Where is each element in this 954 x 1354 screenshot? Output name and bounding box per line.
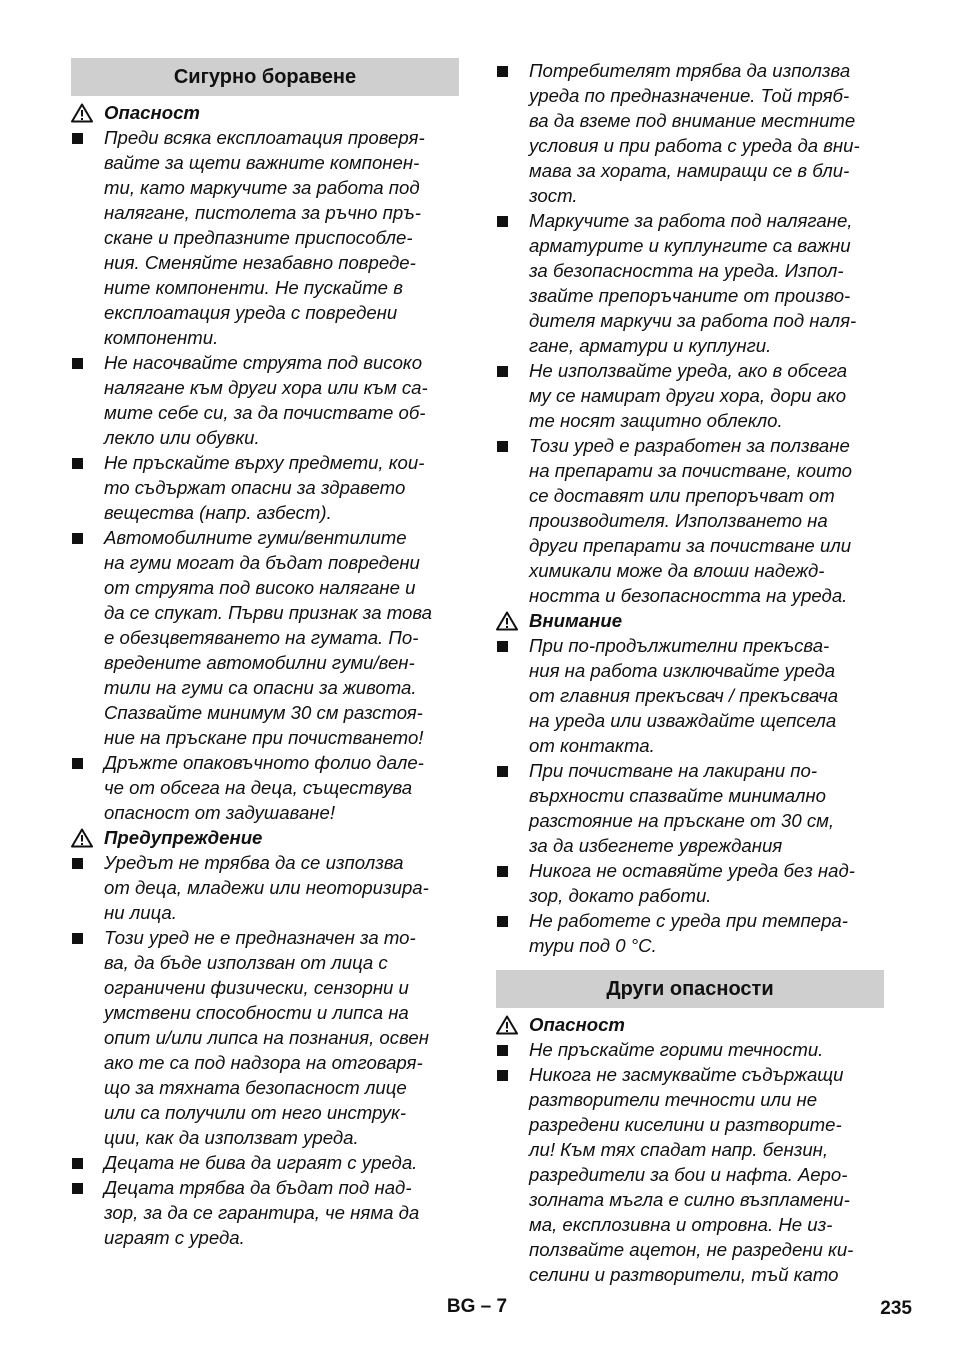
danger-heading-2: [496, 1012, 884, 1037]
square-bullet-icon: [72, 758, 83, 769]
square-bullet-icon: [72, 1183, 83, 1194]
list-item: При по-продължителни прекъсва- ния на работа изключвайте уреда от главния прекъсвач / прекъсвача на уреда или изваждайте щепсела от контакта.: [496, 633, 884, 758]
list-item: Дръжте опаковъчното фолио дале- че от обсега на деца, съществува опасност от задушаване!: [71, 750, 459, 825]
square-bullet-icon: [72, 533, 83, 544]
list-item: Не работете с уреда при темпера- тури под 0 °C.: [496, 908, 884, 958]
square-bullet-icon: [497, 1045, 508, 1056]
list-item: Децата трябва да бъдат под над- зор, за да се гарантира, че няма да играят с уреда.: [71, 1175, 459, 1250]
square-bullet-icon: [72, 358, 83, 369]
warning-triangle-icon: [71, 103, 93, 123]
danger-list-2: [496, 1037, 884, 1287]
footer-section-label: BG – 7: [446, 1296, 508, 1317]
square-bullet-icon: [72, 1158, 83, 1169]
square-bullet-icon: [72, 133, 83, 144]
warning-triangle-icon: [496, 611, 518, 631]
warning-triangle-icon: [71, 828, 93, 848]
list-item: Не пръскайте горими течности.: [496, 1037, 884, 1062]
right-column: [496, 58, 884, 1287]
square-bullet-icon: [497, 366, 508, 377]
section-heading-safe-handling: Сигурно боравене: [71, 58, 459, 96]
caution-list: [496, 633, 884, 958]
square-bullet-icon: [497, 641, 508, 652]
list-item: Маркучите за работа под налягане, арматурите и куплунгите са важни за безопасността на уреда. Изпол- звайте препоръчаните от произво- дителя маркучи за работа под наля- гане, арматури и куплунги.: [496, 208, 884, 358]
list-item: Автомобилните гуми/вентилите на гуми могат да бъдат повредени от струята под високо налягане и да се спукат. Първи признак за това е обезцветяването на гумата. По- вредените автомобилни гуми/вен- тили на гуми са опасни за живота. Спазвайте минимум 30 см разстоя- ние на пръскане при почистването!: [71, 525, 459, 750]
list-item: Децата не бива да играят с уреда.: [71, 1150, 459, 1175]
danger-label-2: Опасност: [529, 1014, 625, 1035]
caution-label: Внимание: [529, 610, 623, 631]
square-bullet-icon: [497, 766, 508, 777]
general-list: [496, 58, 884, 608]
square-bullet-icon: [497, 916, 508, 927]
square-bullet-icon: [497, 441, 508, 452]
caution-heading: [496, 608, 884, 633]
section-heading-other-dangers: Други опасности: [496, 970, 884, 1008]
warning-list: [71, 850, 459, 1250]
danger-heading: [71, 100, 459, 125]
list-item: Преди всяка експлоатация проверя- вайте за щети важните компонен- ти, като маркучите за работа под налягане, пистолета за ръчно пръ- скане и предпазните приспособле- ния. Сменяйте незабавно повреде- ните компоненти. Не пускайте в експлоатация уреда с повредени компоненти.: [71, 125, 459, 350]
square-bullet-icon: [72, 458, 83, 469]
list-item: Уредът не трябва да се използва от деца, младежи или неоторизира- ни лица.: [71, 850, 459, 925]
square-bullet-icon: [497, 216, 508, 227]
warning-label: Предупреждение: [104, 827, 263, 848]
list-item: Никога не оставяйте уреда без над- зор, докато работи.: [496, 858, 884, 908]
list-item: Този уред не е предназначен за то- ва, да бъде използван от лица с ограничени физически, сензорни и умствени способности и липса на опит и/или липса на познания, освен ако те са под надзора на отговаря- що за тяхната безопасност лице или са получили от него инструк- ции, как да използват уреда.: [71, 925, 459, 1150]
danger-list: [71, 125, 459, 825]
page-number: 235: [880, 1298, 912, 1319]
warning-triangle-icon: [496, 1015, 518, 1035]
list-item: Не използвайте уреда, ако в обсега му се намират други хора, дори ако те носят защитно облекло.: [496, 358, 884, 433]
square-bullet-icon: [497, 66, 508, 77]
danger-label: Опасност: [104, 102, 200, 123]
warning-heading: [71, 825, 459, 850]
list-item: Потребителят трябва да използва уреда по предназначение. Той тряб- ва да вземе под внимание местните условия и при работа с уреда да вни- мава за хората, намиращи се в бли- зост.: [496, 58, 884, 208]
list-item: Не пръскайте върху предмети, кои- то съдържат опасни за здравето вещества (напр. азбест).: [71, 450, 459, 525]
list-item: При почистване на лакирани по- върхности спазвайте минимално разстояние на пръскане от 30 см, за да избегнете увреждания: [496, 758, 884, 858]
square-bullet-icon: [72, 858, 83, 869]
square-bullet-icon: [497, 1070, 508, 1081]
list-item: Този уред е разработен за ползване на препарати за почистване, които се доставят или препоръчват от производителя. Използването на други препарати за почистване или химикали може да влоши надежд- ността и безопасността на уреда.: [496, 433, 884, 608]
square-bullet-icon: [497, 866, 508, 877]
square-bullet-icon: [72, 933, 83, 944]
list-item: Никога не засмуквайте съдържащи разтворители течности или не разредени киселини и разтворите- ли! Към тях спадат напр. бензин, разредители за бои и нафта. Аеро- золната мъгла е силно възпламени- ма, експлозивна и отровна. Не из- ползвайте ацетон, не разредени ки- селини и разтворители, тъй като: [496, 1062, 884, 1287]
list-item: Не насочвайте струята под високо налягане към други хора или към са- мите себе си, за да почиствате об- лекло или обувки.: [71, 350, 459, 450]
left-column: [71, 58, 459, 1250]
